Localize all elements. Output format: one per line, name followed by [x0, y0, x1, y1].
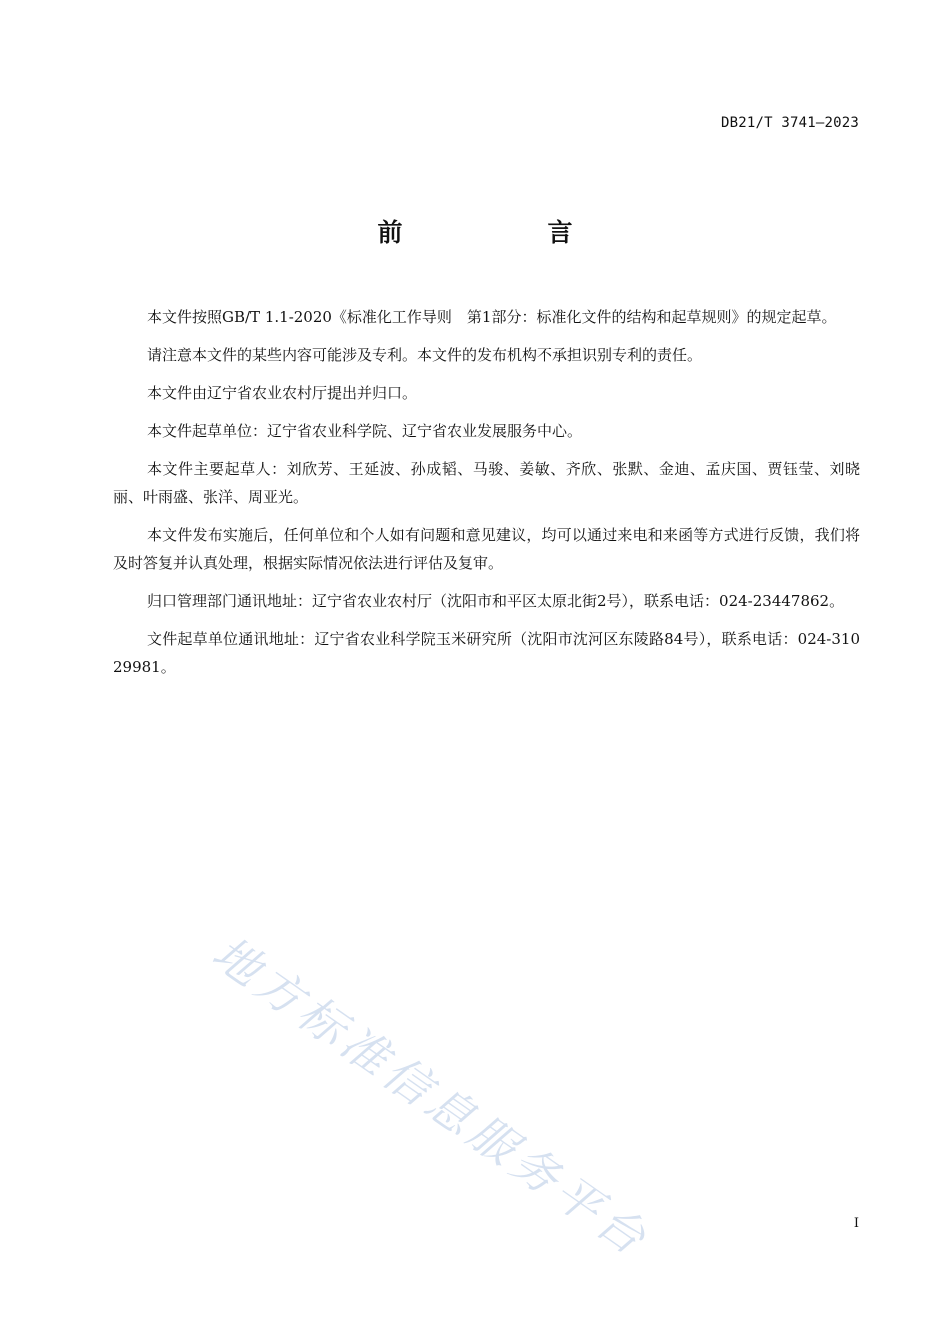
paragraph-drafters: 本文件主要起草人：刘欣芳、王延波、孙成韬、马骏、姜敏、齐欣、张默、金迪、孟庆国、贾钰莹、刘晓丽、叶雨盛、张洋、周亚光。	[113, 460, 860, 506]
paragraph-drafting-rules: 本文件按照GB/T 1.1-2020《标准化工作导则 第1部分：标准化文件的结构和起草规则》的规定起草。	[147, 308, 837, 326]
paragraph-proposer: 本文件由辽宁省农业农村厅提出并归口。	[147, 384, 418, 402]
paragraph-patent-notice: 请注意本文件的某些内容可能涉及专利。本文件的发布机构不承担识别专利的责任。	[147, 346, 703, 364]
page-title: 前 言	[377, 218, 633, 247]
paragraph-feedback: 本文件发布实施后，任何单位和个人如有问题和意见建议，均可以通过来电和来函等方式进行反馈，我们将及时答复并认真处理，根据实际情况依法进行评估及复审。	[113, 526, 860, 572]
page-number: I	[853, 1216, 859, 1231]
standard-code: DB21/T 3741—2023	[720, 115, 859, 131]
paragraph-authority-contact: 归口管理部门通讯地址：辽宁省农业农村厅（沈阳市和平区太原北街2号），联系电话：024-23447862。	[147, 592, 845, 610]
paragraph-drafting-units: 本文件起草单位：辽宁省农业科学院、辽宁省农业发展服务中心。	[147, 422, 583, 440]
paragraph-drafter-contact: 文件起草单位通讯地址：辽宁省农业科学院玉米研究所（沈阳市沈河区东陵路84号），联系电话：024-31029981。	[113, 630, 860, 676]
foreword-body	[113, 303, 860, 691]
watermark: 地方标准信息服务平台	[202, 925, 660, 1268]
